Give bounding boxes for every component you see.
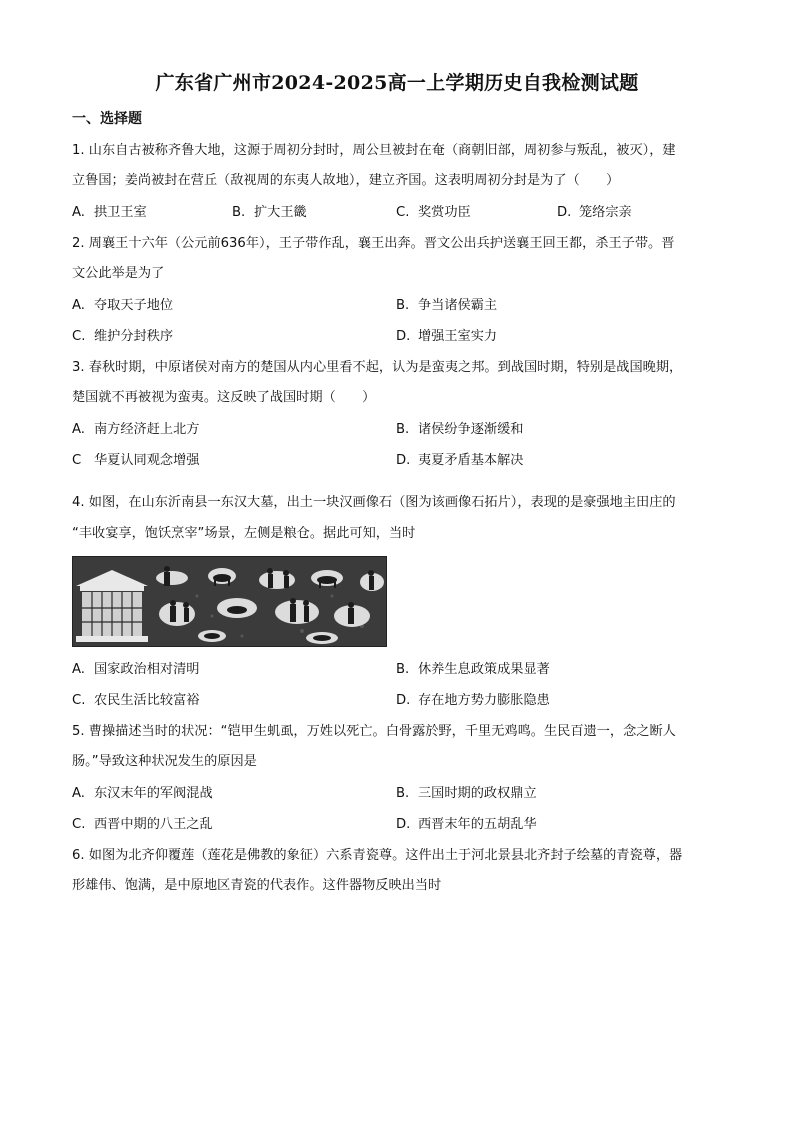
section-heading: 一、选择题: [72, 111, 142, 127]
question-1-line-1: 1. 山东自古被称齐鲁大地，这源于周初分封时，周公旦被封在奄（商朝旧部，周初参与叛乱，被灭），建: [72, 143, 676, 158]
option-label: C.: [72, 817, 86, 832]
question-3-line-1: 3. 春秋时期，中原诸侯对南方的楚国从内心里看不起，认为是蛮夷之邦。到战国时期，特别是战国晚期，: [72, 360, 683, 375]
option-text: 诸侯纷争逐渐缓和: [418, 422, 524, 437]
option-label: D.: [396, 693, 411, 708]
option-5b[interactable]: [396, 785, 537, 803]
option-text: 拱卫王室: [94, 205, 147, 220]
question-5-line-1: 5. 曹操描述当时的状况：“铠甲生虮虱，万姓以死亡。白骨露於野，千里无鸡鸣。生民百遗一，念之断人: [72, 724, 676, 739]
page-title: 广东省广州市2024-2025高一上学期历史自我检测试题: [155, 72, 639, 94]
option-5a[interactable]: [72, 785, 213, 803]
relief-picture: [72, 556, 387, 647]
question-3-line-2: 楚国就不再被视为蛮夷。这反映了战国时期（ ）: [72, 390, 376, 405]
option-label: B.: [396, 786, 410, 801]
question-5-line-2: 肠。”导致这种状况发生的原因是: [72, 754, 257, 769]
question-6-line-2: 形雄伟、饱满，是中原地区青瓷的代表作。这件器物反映出当时: [72, 878, 442, 893]
option-3b[interactable]: [396, 421, 524, 439]
option-label: D.: [396, 453, 411, 468]
option-text: 夷夏矛盾基本解决: [418, 453, 524, 468]
option-label: D.: [396, 817, 411, 832]
option-2c[interactable]: [72, 328, 173, 346]
option-text: 休养生息政策成果显著: [418, 662, 550, 677]
option-5c[interactable]: [72, 816, 213, 834]
option-label: C: [72, 453, 82, 468]
option-1d[interactable]: [557, 204, 632, 222]
option-3c[interactable]: [72, 452, 200, 470]
option-2a[interactable]: [72, 297, 173, 315]
option-1c[interactable]: [396, 204, 471, 222]
option-4c[interactable]: [72, 692, 200, 710]
option-text: 存在地方势力膨胀隐患: [418, 693, 550, 708]
option-4d[interactable]: [396, 692, 550, 710]
option-label: B.: [396, 662, 410, 677]
option-2b[interactable]: [396, 297, 497, 315]
option-text: 国家政治相对清明: [94, 662, 200, 677]
option-label: B.: [232, 205, 246, 220]
option-label: C.: [72, 329, 86, 344]
option-text: 增强王室实力: [418, 329, 498, 344]
option-label: A.: [72, 422, 85, 437]
option-label: A.: [72, 298, 85, 313]
option-text: 西晋中期的八王之乱: [94, 817, 213, 832]
question-6-line-1: 6. 如图为北齐仰覆莲（莲花是佛教的象征）六系青瓷尊。这件出土于河北景县北齐封子绘墓的青瓷尊，器: [72, 848, 683, 863]
option-text: 争当诸侯霸主: [418, 298, 498, 313]
option-label: C.: [396, 205, 410, 220]
question-2-line-2: 文公此举是为了: [72, 266, 165, 281]
option-1b[interactable]: [232, 204, 307, 222]
option-label: B.: [396, 422, 410, 437]
option-label: A.: [72, 662, 85, 677]
option-1a[interactable]: [72, 204, 147, 222]
option-text: 东汉末年的军阀混战: [94, 786, 213, 801]
option-4b[interactable]: [396, 661, 550, 679]
option-text: 维护分封秩序: [94, 329, 174, 344]
option-text: 华夏认同观念增强: [94, 453, 200, 468]
option-5d[interactable]: [396, 816, 537, 834]
option-label: D.: [396, 329, 411, 344]
option-label: A.: [72, 786, 85, 801]
option-label: A.: [72, 205, 85, 220]
option-label: D.: [557, 205, 572, 220]
option-4a[interactable]: [72, 661, 200, 679]
option-3a[interactable]: [72, 421, 200, 439]
question-2-line-1: 2. 周襄王十六年（公元前636年），王子带作乱，襄王出奔。晋文公出兵护送襄王回王都，杀王子带。晋: [72, 236, 675, 251]
option-text: 夺取天子地位: [94, 298, 174, 313]
question-4-line-1: 4. 如图，在山东沂南县一东汉大墓，出土一块汉画像石（图为该画像石拓片），表现的是豪强地主田庄的: [72, 495, 676, 510]
option-text: 扩大王畿: [254, 205, 307, 220]
option-text: 西晋末年的五胡乱华: [418, 817, 537, 832]
option-text: 农民生活比较富裕: [94, 693, 200, 708]
option-text: 南方经济赶上北方: [94, 422, 200, 437]
question-4-line-2: “丰收宴享，饱饫烹宰”场景，左侧是粮仓。据此可知，当时: [72, 526, 416, 541]
option-label: B.: [396, 298, 410, 313]
option-2d[interactable]: [396, 328, 497, 346]
option-label: C.: [72, 693, 86, 708]
option-text: 奖赏功臣: [418, 205, 471, 220]
question-1-line-2: 立鲁国；姜尚被封在营丘（敌视周的东夷人故地），建立齐国。这表明周初分封是为了（ ）: [72, 173, 620, 188]
han-stone-relief-rubbing-image: [72, 556, 387, 647]
option-text: 笼络宗亲: [579, 205, 632, 220]
option-text: 三国时期的政权鼎立: [418, 786, 537, 801]
option-3d[interactable]: [396, 452, 524, 470]
